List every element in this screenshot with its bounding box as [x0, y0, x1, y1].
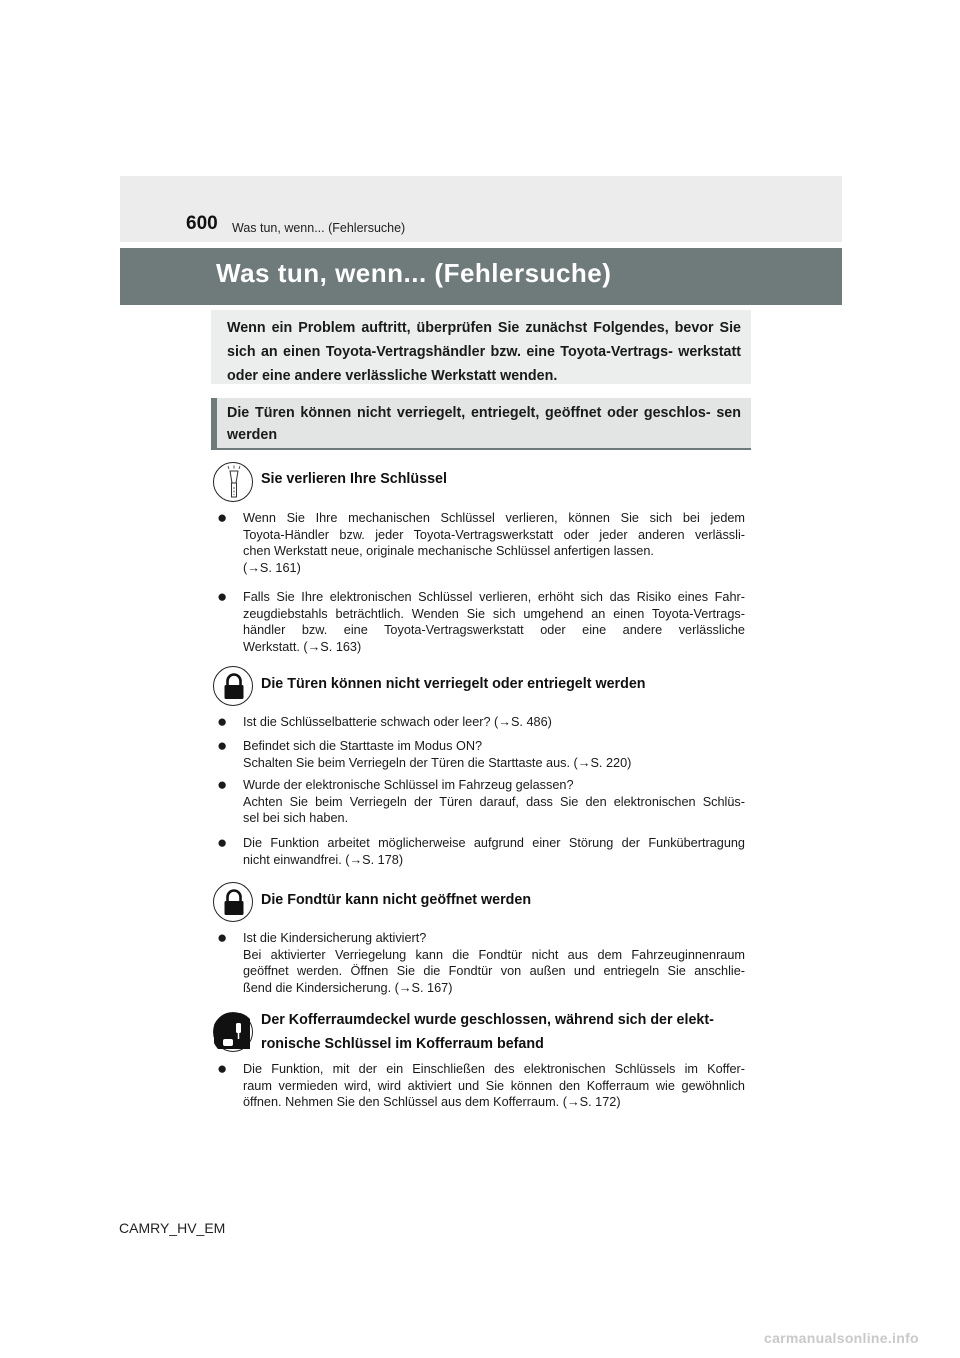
subsection-title-trunk: Der Kofferraumdeckel wurde geschlossen, während sich der elekt- ronische Schlüssel im Kofferraum befand — [261, 1012, 714, 1052]
bullet-icon: ● — [217, 712, 228, 731]
list-item: ● Befindet sich die Starttaste im Modus ON? Schalten Sie beim Verriegeln der Türen die Starttaste aus. (→S. 220) — [217, 736, 632, 770]
bullet-icon: ● — [217, 736, 228, 755]
footer-code: CAMRY_HV_EM — [119, 1220, 226, 1236]
subsection-title-rear-door: Die Fondtür kann nicht geöffnet werden — [261, 892, 532, 908]
trunk-key-icon — [213, 1012, 253, 1052]
list-item: ● Ist die Kindersicherung aktiviert? Bei aktivierter Verriegelung kann die Fondtür nicht aus dem Fahrzeuginnenraum geöffnet werden. Öffnen Sie die Fondtür von außen und entriegeln Sie anschlie- ßend die Kindersicherung. (→S. 167) — [217, 928, 745, 995]
bullet-icon: ● — [217, 587, 228, 606]
bullet-icon: ● — [217, 775, 228, 794]
intro-box — [211, 310, 751, 384]
section-heading — [211, 398, 751, 450]
list-item: ● Ist die Schlüsselbatterie schwach oder leer? (→S. 486) — [217, 712, 552, 731]
bullet-icon: ● — [217, 1059, 228, 1078]
bullet-icon: ● — [217, 508, 228, 527]
key-icon — [213, 462, 253, 502]
watermark: carmanualsonline.info — [764, 1330, 919, 1346]
subsection-title-doors-lock: Die Türen können nicht verriegelt oder entriegelt werden — [261, 676, 646, 692]
list-item: ● Wenn Sie Ihre mechanischen Schlüssel verlieren, können Sie sich bei jedem Toyota-Händler bzw. jeder Toyota-Vertragswerkstatt oder jeder anderen verlässli- chen Werkstatt neue, originale mechanische Schlüssel anfertigen lassen. (→S. 161) — [217, 508, 745, 575]
lock-icon — [213, 882, 253, 922]
lock-icon — [213, 666, 253, 706]
list-item: ● Die Funktion arbeitet möglicherweise aufgrund einer Störung der Funkübertragung nicht einwandfrei. (→S. 178) — [217, 833, 745, 867]
list-item: ● Falls Sie Ihre elektronischen Schlüssel verlieren, erhöht sich das Risiko eines Fahr- zeugdiebstahls beträchtlich. Wenden Sie sich umgehend an einen Toyota-Vertrags- händler bzw. eine Toyota-Vertragswerkstatt oder eine andere verlässliche Werkstatt. (→S. 163) — [217, 587, 745, 654]
list-item: ● Die Funktion, mit der ein Einschließen des elektronischen Schlüssels im Koffer- raum vermieden wird, wird aktiviert und Sie können den Kofferraum wie gewöhnlich öffnen. Nehmen Sie den Schlüssel aus dem Kofferraum. (→S. 172) — [217, 1059, 745, 1109]
list-item: ● Wurde der elektronische Schlüssel im Fahrzeug gelassen? Achten Sie beim Verriegeln der Türen darauf, dass Sie den elektronischen Schlüs- sel bei sich haben. — [217, 775, 745, 825]
page-title: Was tun, wenn... (Fehlersuche) — [216, 258, 612, 288]
section-heading-text: Die Türen können nicht verriegelt, entriegelt, geöffnet oder geschlos- sen werden — [227, 405, 741, 443]
subsection-title-lost-keys: Sie verlieren Ihre Schlüssel — [261, 471, 447, 487]
bullet-icon: ● — [217, 928, 228, 947]
page-number: 600 — [186, 213, 218, 234]
title-bar — [120, 248, 842, 305]
running-title: Was tun, wenn... (Fehlersuche) — [232, 221, 406, 235]
intro-text: Wenn ein Problem auftritt, überprüfen Sie zunächst Folgendes, bevor Sie sich an einen Toyota-Vertragshändler bzw. eine Toyota-Vertrags- werkstatt oder eine andere verlässliche Werkstatt wenden. — [227, 320, 741, 384]
header-band — [120, 176, 842, 242]
bullet-icon: ● — [217, 833, 228, 852]
